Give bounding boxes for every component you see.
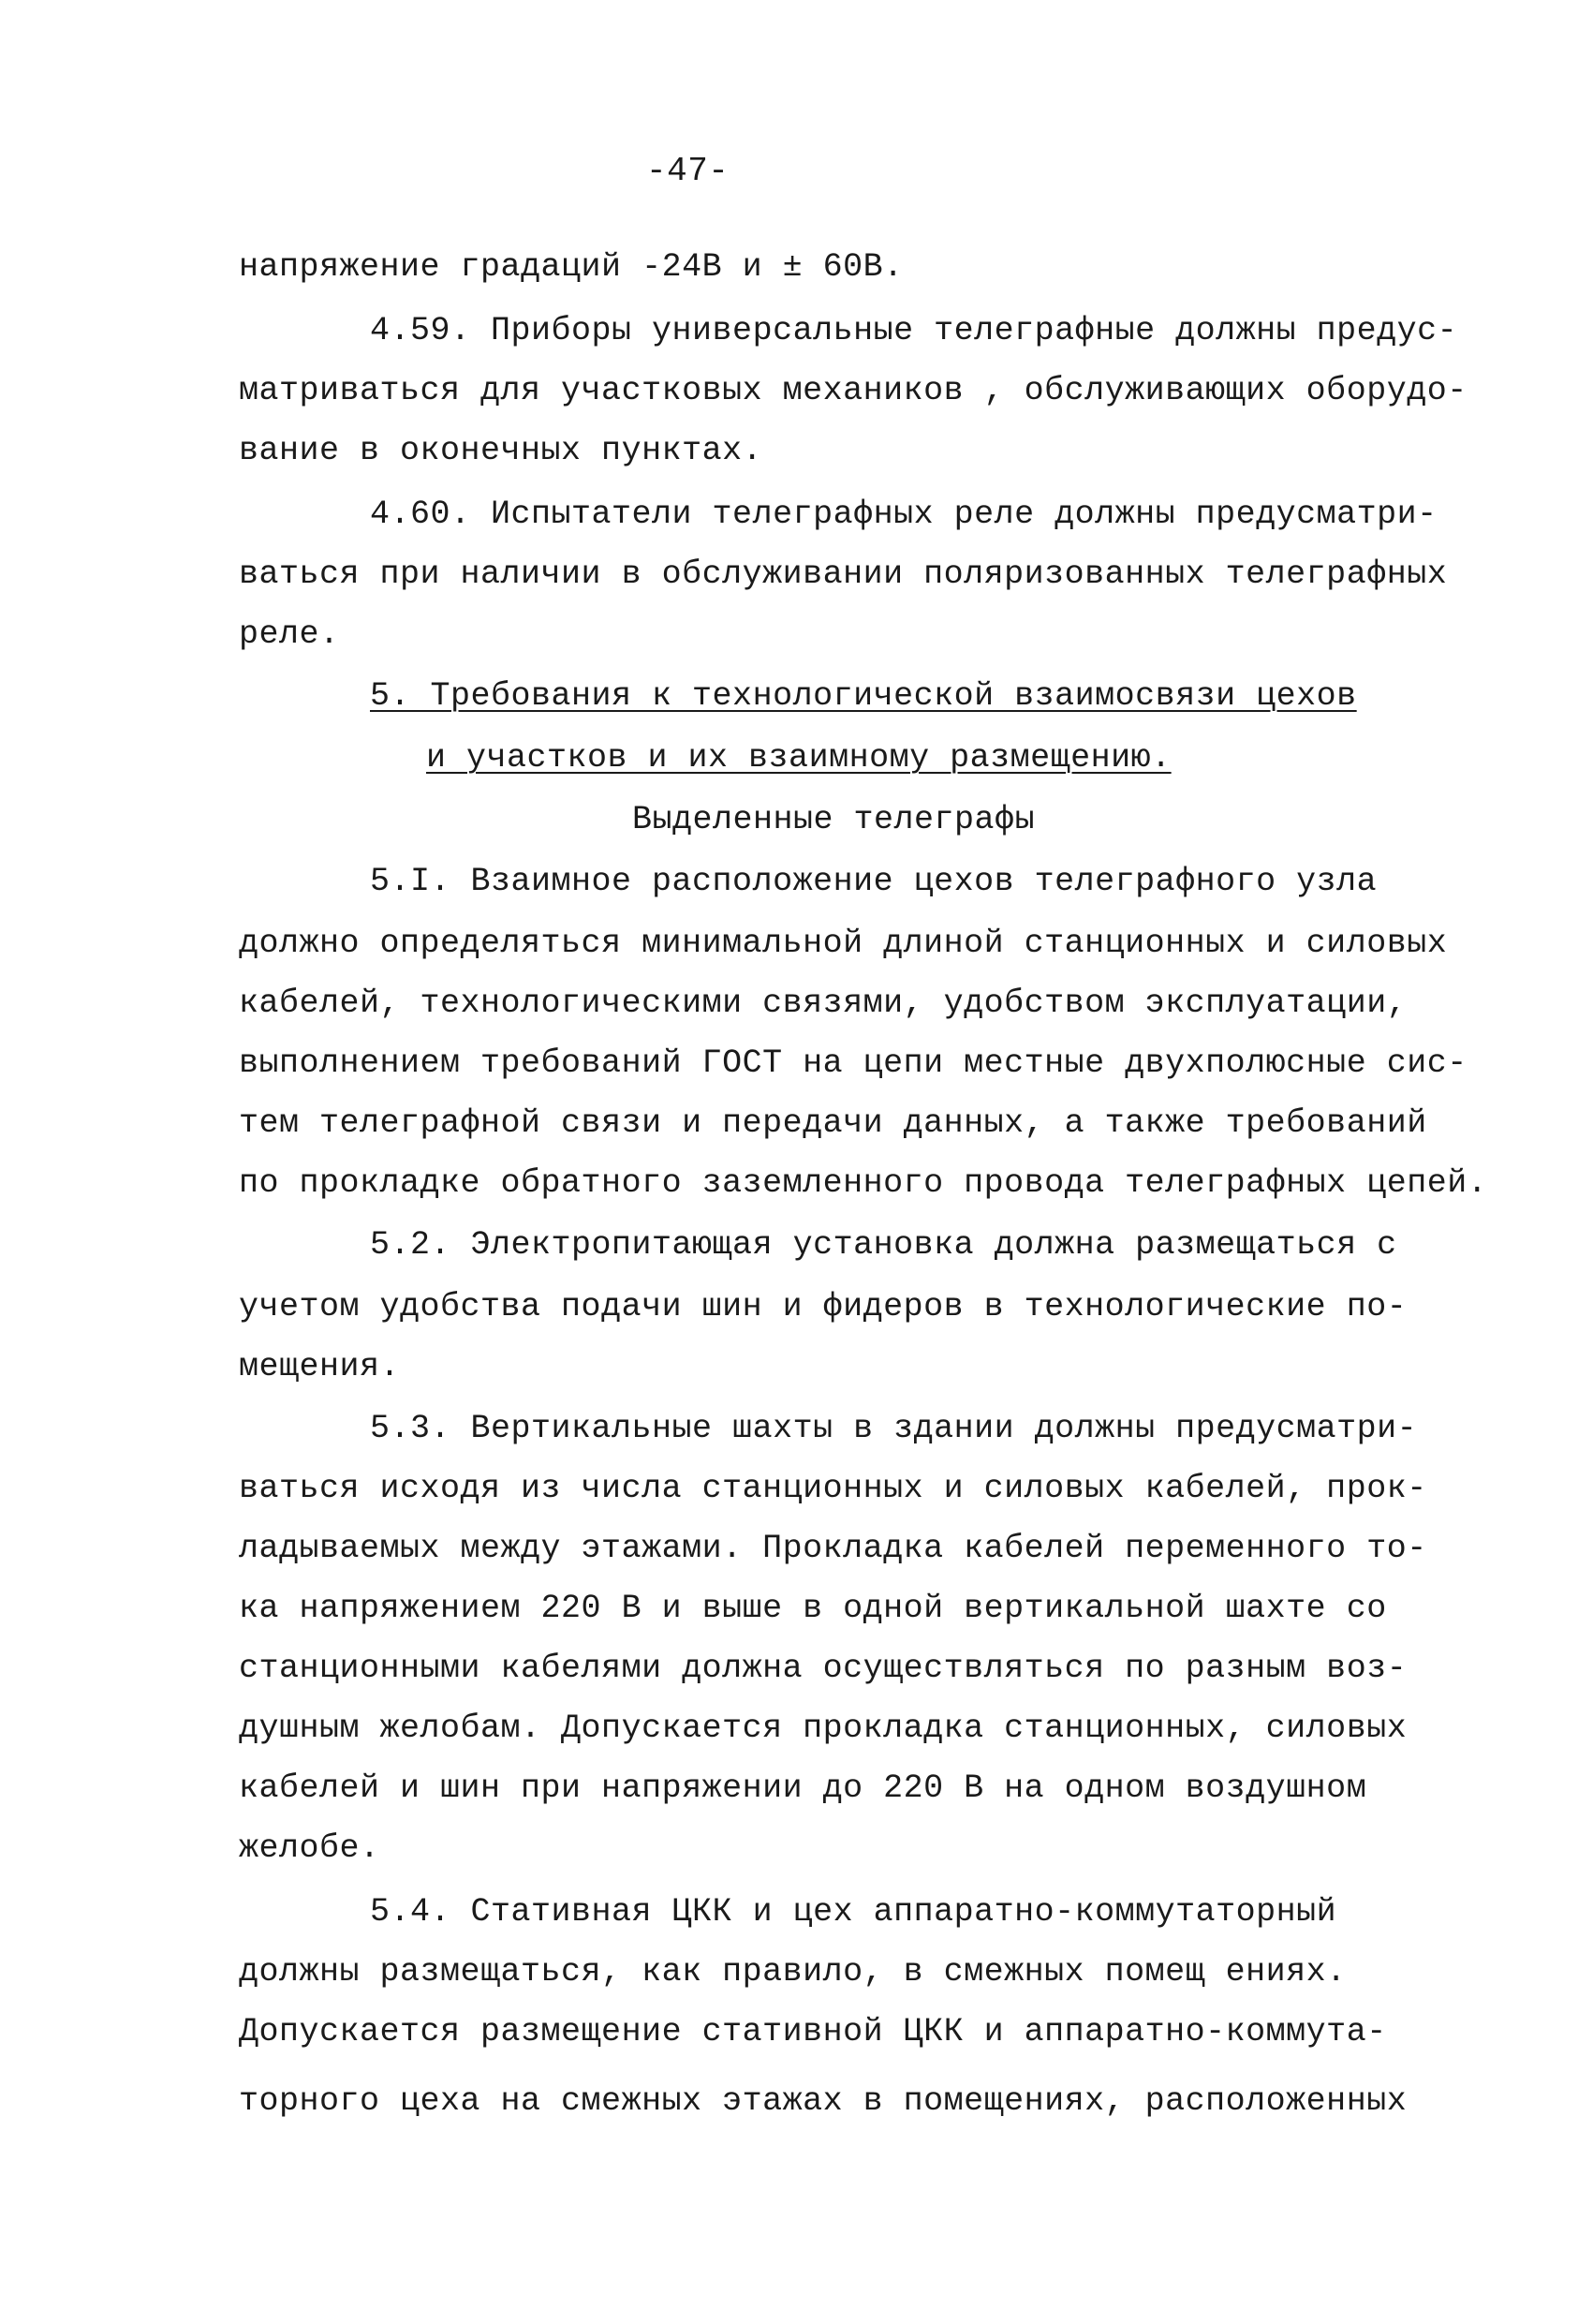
text-line: тем телеграфной связи и передачи данных, а также требований (239, 1104, 1427, 1142)
text-line: вание в оконечных пунктах. (239, 432, 763, 469)
text-line: желобе. (239, 1829, 380, 1867)
text-line: Допускается размещение стативной ЦКК и аппаратно-коммута- (239, 2013, 1387, 2050)
paragraph-5-4-start: 5.4. Стативная ЦКК и цех аппаратно-коммутаторный (370, 1893, 1337, 1931)
text-line: ладываемых между этажами. Прокладка кабелей переменного то- (239, 1530, 1427, 1567)
text-line: по прокладке обратного заземленного провода телеграфных цепей. (239, 1164, 1488, 1202)
text-line: реле. (239, 615, 340, 653)
text-line: кабелей и шин при напряжении до 220 В на одном воздушном (239, 1769, 1367, 1807)
text-line: матриваться для участковых механиков , обслуживающих оборудо- (239, 372, 1468, 409)
paragraph-4-59-start: 4.59. Приборы универсальные телеграфные должны предус- (370, 312, 1458, 349)
paragraph-5-3-start: 5.3. Вертикальные шахты в здании должны предусматри- (370, 1410, 1418, 1447)
section-5-heading-line-1: 5. Требования к технологической взаимосвязи цехов (370, 677, 1357, 715)
section-5-heading-line-2: и участков и их взаимному размещению. (426, 739, 1172, 777)
subsection-title: Выделенные телеграфы (632, 801, 1036, 838)
paragraph-5-2-start: 5.2. Электропитающая установка должна размещаться с (370, 1226, 1397, 1264)
text-line: учетом удобства подачи шин и фидеров в технологические по- (239, 1288, 1408, 1325)
text-line: торного цеха на смежных этажах в помещениях, расположенных (239, 2082, 1408, 2120)
text-line: выполнением требований ГОСТ на цепи местные двухполюсные сис- (239, 1044, 1468, 1082)
paragraph-4-60-start: 4.60. Испытатели телеграфных реле должны предусматри- (370, 496, 1438, 533)
text-line: станционными кабелями должна осуществляться по разным воз- (239, 1650, 1408, 1687)
text-line: ваться при наличии в обслуживании поляризованных телеграфных (239, 555, 1448, 593)
text-line: напряжение градаций -24В и ± 60В. (239, 248, 904, 286)
text-line: должно определяться минимальной длиной станционных и силовых (239, 925, 1448, 962)
text-line: ваться исходя из числа станционных и силовых кабелей, прок- (239, 1470, 1427, 1507)
page-number: -47- (646, 152, 730, 190)
text-line: кабелей, технологическими связями, удобством эксплуатации, (239, 984, 1408, 1022)
text-line: мещения. (239, 1348, 401, 1385)
text-line: ка напряжением 220 В и выше в одной вертикальной шахте со (239, 1590, 1387, 1627)
text-line: душным желобам. Допускается прокладка станционных, силовых (239, 1710, 1408, 1747)
text-line: должны размещаться, как правило, в смежных помещ ениях. (239, 1953, 1347, 1991)
paragraph-5-1-start: 5.I. Взаимное расположение цехов телеграфного узла (370, 863, 1378, 900)
